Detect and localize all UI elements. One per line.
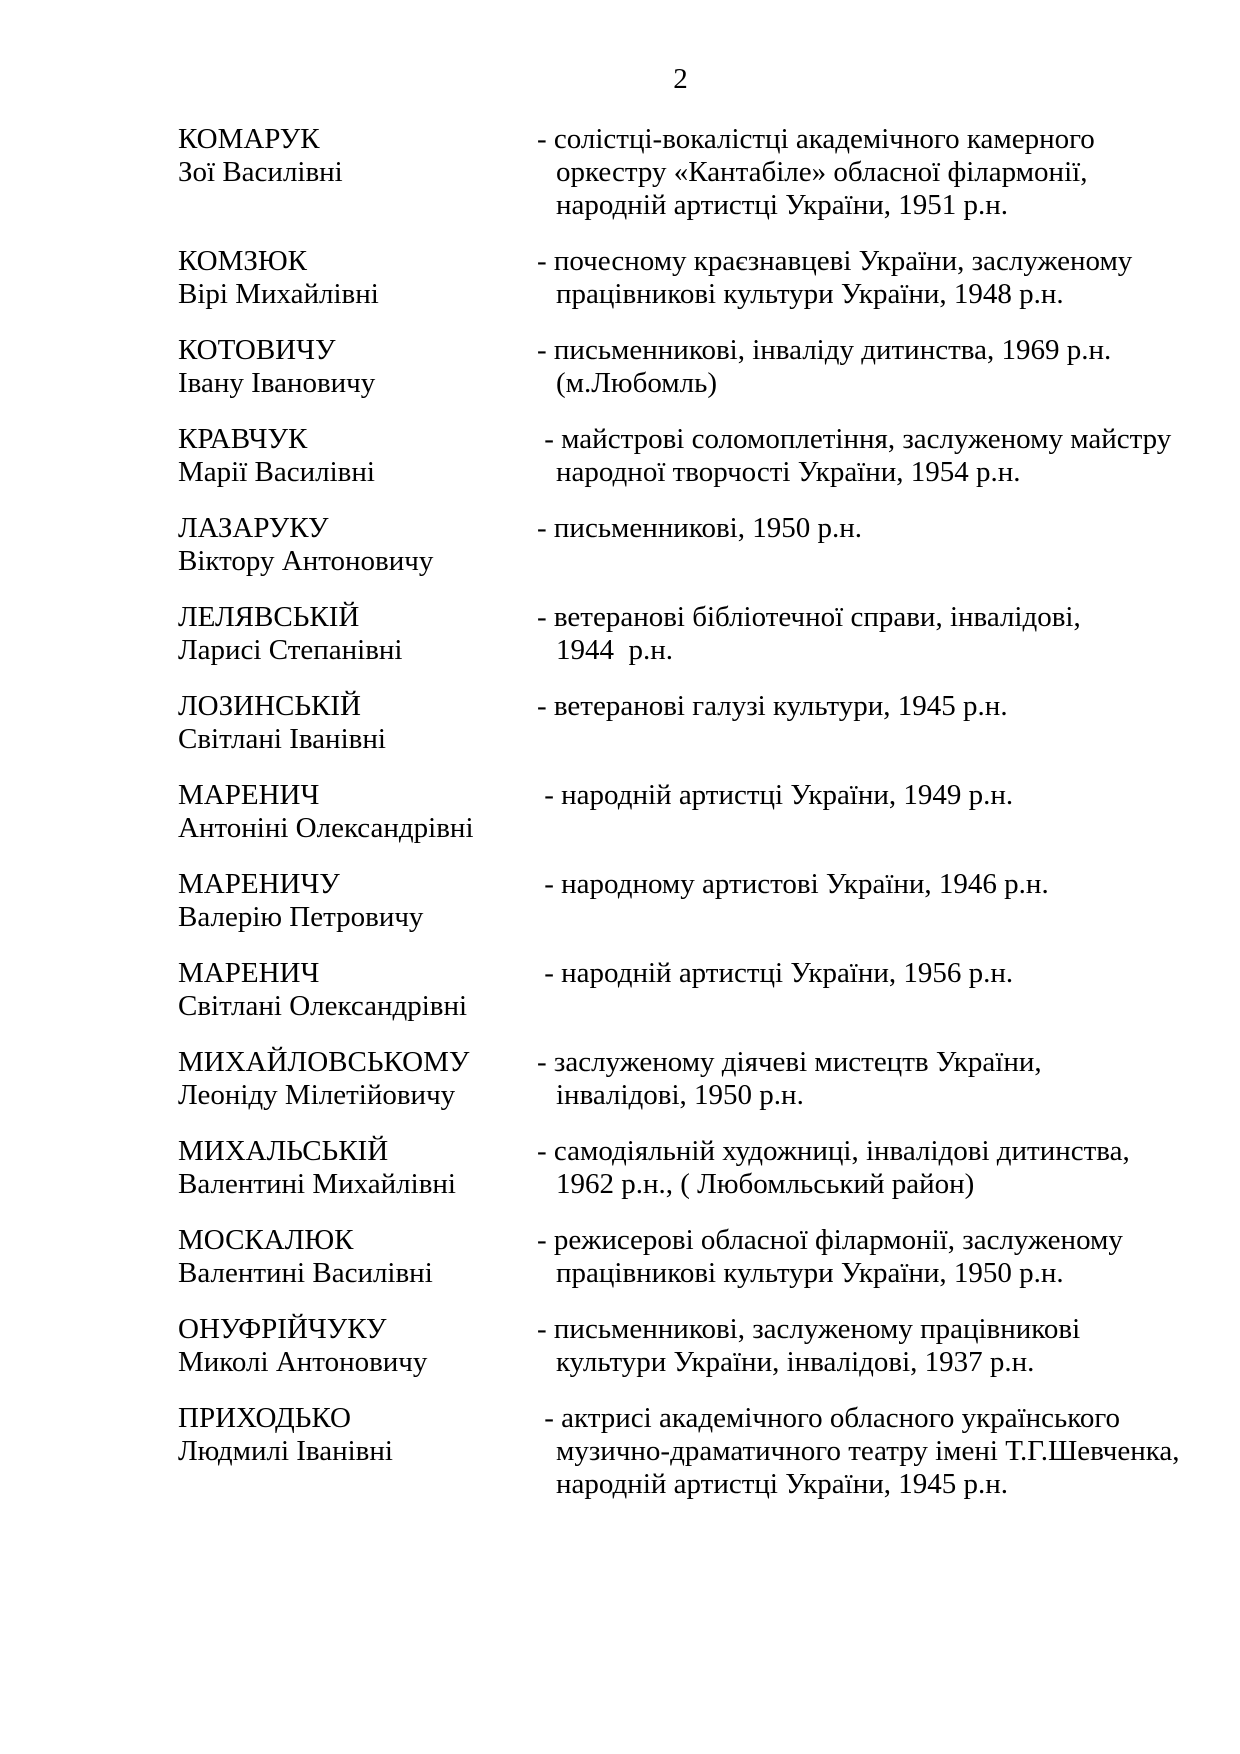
recipient-surname: КРАВЧУК	[178, 423, 308, 455]
recipient-given-name: Валентині Василівні	[178, 1257, 433, 1289]
description-line: - почесному краєзнавцеві України, заслуженому	[537, 245, 1133, 277]
recipient-given-name: Віктору Антоновичу	[178, 545, 434, 577]
list-entry	[178, 868, 1183, 934]
description-line: - самодіяльній художниці, інвалідові дитинства,	[537, 1135, 1130, 1167]
description-line: народної творчості України, 1954 р.н.	[556, 456, 1021, 488]
recipient-surname: МАРЕНИЧ	[178, 957, 320, 989]
list-entry	[178, 601, 1183, 667]
recipient-surname: КОМЗЮК	[178, 245, 308, 277]
description-line: - письменникові, інваліду дитинства, 1969 р.н.	[537, 334, 1112, 366]
recipient-description	[537, 1046, 1183, 1112]
recipient-given-name: Зої Василівні	[178, 156, 343, 188]
recipient-given-name: Людмилі Іванівні	[178, 1435, 393, 1467]
description-line: - народному артистові України, 1946 р.н.	[537, 868, 1049, 900]
description-line: працівникові культури України, 1950 р.н.	[556, 1257, 1064, 1289]
description-line: працівникові культури України, 1948 р.н.	[556, 278, 1064, 310]
recipient-name-block	[178, 334, 537, 400]
description-line: 1962 р.н., ( Любомльський район)	[556, 1168, 975, 1200]
description-line: культури України, інвалідові, 1937 р.н.	[556, 1346, 1035, 1378]
list-entry	[178, 334, 1183, 400]
recipient-name-block	[178, 1402, 537, 1468]
list-entry	[178, 690, 1183, 756]
recipient-given-name: Ларисі Степанівні	[178, 634, 403, 666]
description-line: - письменникові, 1950 р.н.	[537, 512, 862, 544]
recipient-name-block	[178, 245, 537, 311]
recipient-name-block	[178, 123, 537, 189]
recipient-given-name: Світлані Олександрівні	[178, 990, 468, 1022]
recipient-surname: МАРЕНИЧУ	[178, 868, 340, 900]
recipient-surname: МОСКАЛЮК	[178, 1224, 354, 1256]
recipient-name-block	[178, 1135, 537, 1201]
description-line: оркестру «Кантабіле» обласної філармонії,	[556, 156, 1088, 188]
recipient-name-block	[178, 690, 537, 756]
description-line: народній артистці України, 1945 р.н.	[556, 1468, 1009, 1500]
recipient-surname: МИХАЛЬСЬКІЙ	[178, 1135, 389, 1167]
recipient-description	[537, 512, 1183, 545]
description-line: - народній артистці України, 1956 р.н.	[537, 957, 1014, 989]
recipient-name-block	[178, 512, 537, 578]
list-entry	[178, 245, 1183, 311]
description-line: народній артистці України, 1951 р.н.	[556, 189, 1009, 221]
recipient-surname: ЛАЗАРУКУ	[178, 512, 329, 544]
recipient-surname: ЛОЗИНСЬКІЙ	[178, 690, 361, 722]
recipient-description	[537, 423, 1183, 489]
recipient-description	[537, 957, 1183, 990]
recipient-name-block	[178, 957, 537, 1023]
description-line: - заслуженому діячеві мистецтв України,	[537, 1046, 1042, 1078]
recipient-description	[537, 1224, 1183, 1290]
recipient-given-name: Леоніду Мілетійовичу	[178, 1079, 456, 1111]
recipient-name-block	[178, 423, 537, 489]
list-entry	[178, 423, 1183, 489]
recipient-given-name: Івану Івановичу	[178, 367, 376, 399]
recipient-description	[537, 601, 1183, 667]
list-entry	[178, 1402, 1183, 1501]
recipient-given-name: Миколі Антоновичу	[178, 1346, 428, 1378]
description-line: - ветеранові галузі культури, 1945 р.н.	[537, 690, 1008, 722]
recipient-surname: МАРЕНИЧ	[178, 779, 320, 811]
recipient-description	[537, 868, 1183, 901]
recipient-surname: КОМАРУК	[178, 123, 320, 155]
page-number: 2	[673, 63, 688, 95]
description-line: - народній артистці України, 1949 р.н.	[537, 779, 1014, 811]
recipient-name-block	[178, 779, 537, 845]
list-entry	[178, 123, 1183, 222]
recipient-given-name: Вірі Михайлівні	[178, 278, 379, 310]
recipient-surname: КОТОВИЧУ	[178, 334, 336, 366]
list-entry	[178, 779, 1183, 845]
list-entry	[178, 1313, 1183, 1379]
description-line: - актрисі академічного обласного українського	[537, 1402, 1121, 1434]
description-line: інвалідові, 1950 р.н.	[556, 1079, 804, 1111]
list-entry	[178, 1046, 1183, 1112]
recipient-given-name: Валентині Михайлівні	[178, 1168, 456, 1200]
description-line: 1944 р.н.	[556, 634, 674, 666]
recipient-description	[537, 123, 1183, 222]
recipient-given-name: Світлані Іванівні	[178, 723, 386, 755]
description-line: - письменникові, заслуженому працівникові	[537, 1313, 1081, 1345]
list-entry	[178, 957, 1183, 1023]
recipient-description	[537, 1313, 1183, 1379]
recipient-name-block	[178, 601, 537, 667]
description-line: (м.Любомль)	[556, 367, 718, 399]
recipient-description	[537, 1402, 1183, 1501]
recipient-surname: ЛЕЛЯВСЬКІЙ	[178, 601, 360, 633]
description-line: - майстрові соломоплетіння, заслуженому майстру	[537, 423, 1172, 455]
recipient-surname: ОНУФРІЙЧУКУ	[178, 1313, 387, 1345]
list-entry	[178, 512, 1183, 578]
recipient-surname: МИХАЙЛОВСЬКОМУ	[178, 1046, 470, 1078]
recipient-description	[537, 690, 1183, 723]
recipient-given-name: Антоніні Олександрівні	[178, 812, 474, 844]
list-entry	[178, 1224, 1183, 1290]
recipient-description	[537, 779, 1183, 812]
recipient-name-block	[178, 1046, 537, 1112]
recipients-list	[178, 123, 1183, 1501]
recipient-given-name: Валерію Петровичу	[178, 901, 424, 933]
document-content	[178, 63, 1183, 1524]
description-line: - солістці-вокалістці академічного камерного	[537, 123, 1095, 155]
recipient-name-block	[178, 868, 537, 934]
recipient-description	[537, 245, 1183, 311]
description-line: - режисерові обласної філармонії, заслуженому	[537, 1224, 1123, 1256]
recipient-name-block	[178, 1224, 537, 1290]
list-entry	[178, 1135, 1183, 1201]
recipient-surname: ПРИХОДЬКО	[178, 1402, 351, 1434]
recipient-given-name: Марії Василівні	[178, 456, 375, 488]
recipient-name-block	[178, 1313, 537, 1379]
recipient-description	[537, 1135, 1183, 1201]
description-line: музично-драматичного театру імені Т.Г.Шевченка,	[556, 1435, 1180, 1467]
recipient-description	[537, 334, 1183, 400]
description-line: - ветеранові бібліотечної справи, інвалідові,	[537, 601, 1081, 633]
